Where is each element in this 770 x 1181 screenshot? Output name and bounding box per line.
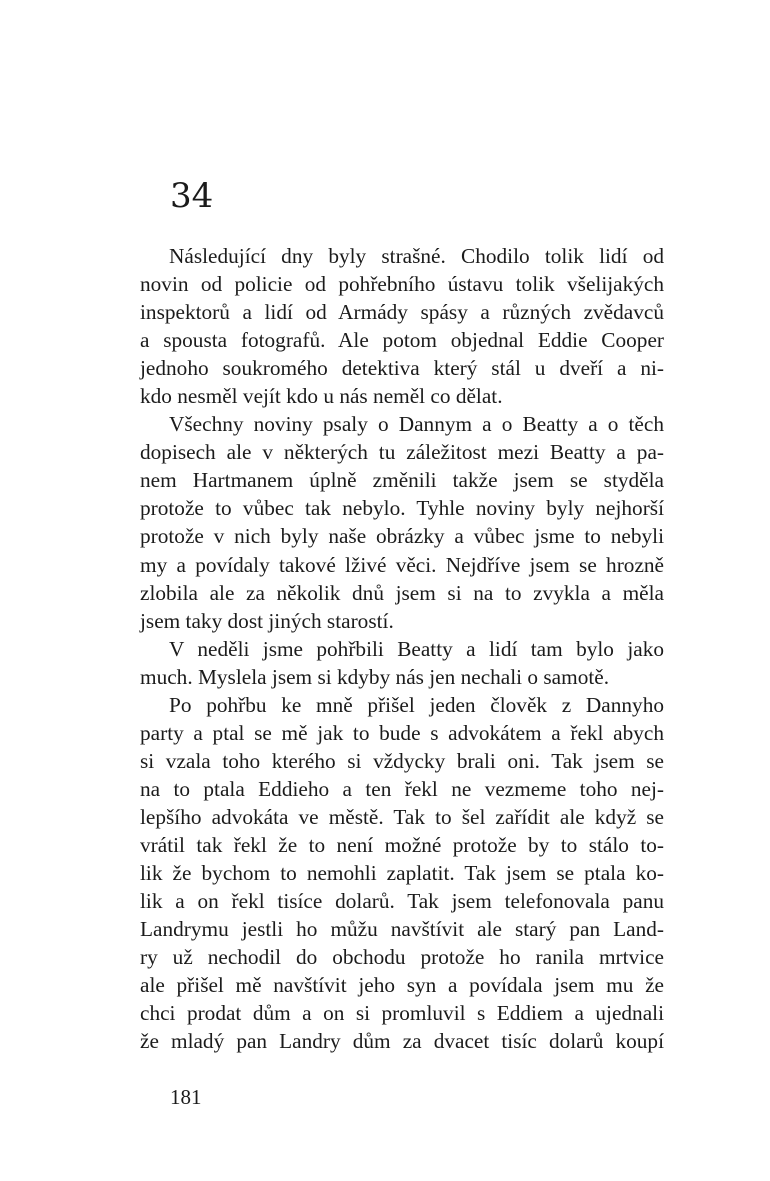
text-line: jsem taky dost jiných starostí.	[140, 608, 394, 633]
text-line: že mladý pan Landry dům za dvacet tisíc dolarů koupí	[140, 1029, 664, 1054]
paragraph	[140, 410, 664, 634]
text-line: lik a on řekl tisíce dolarů. Tak jsem telefonovala panu	[140, 889, 664, 914]
text-line: jednoho soukromého detektiva který stál u dveří a ni-	[140, 356, 664, 381]
text-line: Po pohřbu ke mně přišel jeden člověk z Dannyho	[169, 692, 664, 717]
text-line: party a ptal se mě jak to bude s advokátem a řekl abych	[140, 720, 664, 745]
text-line: nem Hartmanem úplně změnili takže jsem se styděla	[140, 468, 664, 493]
text-line: Následující dny byly strašné. Chodilo tolik lidí od	[169, 244, 664, 268]
text-line: chci prodat dům a on si promluvil s Eddiem a ujednali	[140, 1001, 664, 1026]
text-line: Landrymu jestli ho můžu navštívit ale starý pan Land-	[140, 917, 664, 942]
text-line: zlobila ale za několik dnů jsem si na to zvykla a měla	[140, 580, 664, 605]
text-line: kdo nesměl vejít kdo u nás neměl co dělat.	[140, 384, 503, 409]
chapter-number: 34	[170, 176, 214, 216]
text-line: V neděli jsme pohřbili Beatty a lidí tam bylo jako	[169, 636, 664, 661]
text-line: ry už nechodil do obchodu protože ho ranila mrtvice	[140, 945, 664, 970]
text-line: lik že bychom to nemohli zaplatit. Tak jsem se ptala ko-	[140, 861, 664, 886]
text-line: Všechny noviny psaly o Dannym a o Beatty a o těch	[169, 412, 664, 437]
text-line: si vzala toho kterého si vždycky brali oni. Tak jsem se	[140, 748, 664, 773]
page-number: 181	[170, 1085, 202, 1109]
text-line: protože to vůbec tak nebylo. Tyhle noviny byly nejhorší	[140, 496, 664, 521]
text-line: novin od policie od pohřebního ústavu tolik všelijakých	[140, 272, 664, 297]
text-line: a spousta fotografů. Ale potom objednal Eddie Cooper	[140, 328, 664, 353]
text-line: dopisech ale v některých tu záležitost mezi Beatty a pa-	[140, 440, 664, 465]
paragraph	[140, 691, 664, 1056]
text-line: na to ptala Eddieho a ten řekl ne vezmeme toho nej-	[140, 776, 664, 801]
paragraph	[140, 242, 664, 410]
text-line: my a povídaly takové lživé věci. Nejdříve jsem se hrozně	[140, 552, 664, 577]
text-line: lepšího advokáta ve městě. Tak to šel zařídit ale když se	[140, 804, 664, 829]
text-line: much. Myslela jsem si kdyby nás jen nechali o samotě.	[140, 664, 610, 689]
paragraph	[140, 635, 664, 691]
text-line: vrátil tak řekl že to není možné protože by to stálo to-	[140, 832, 664, 857]
chapter-body	[140, 242, 664, 1055]
text-line: inspektorů a lidí od Armády spásy a různých zvědavců	[140, 300, 664, 325]
text-line: ale přišel mě navštívit jeho syn a povídala jsem mu že	[140, 973, 664, 998]
text-line: protože v nich byly naše obrázky a vůbec jsme to nebyli	[140, 524, 664, 549]
